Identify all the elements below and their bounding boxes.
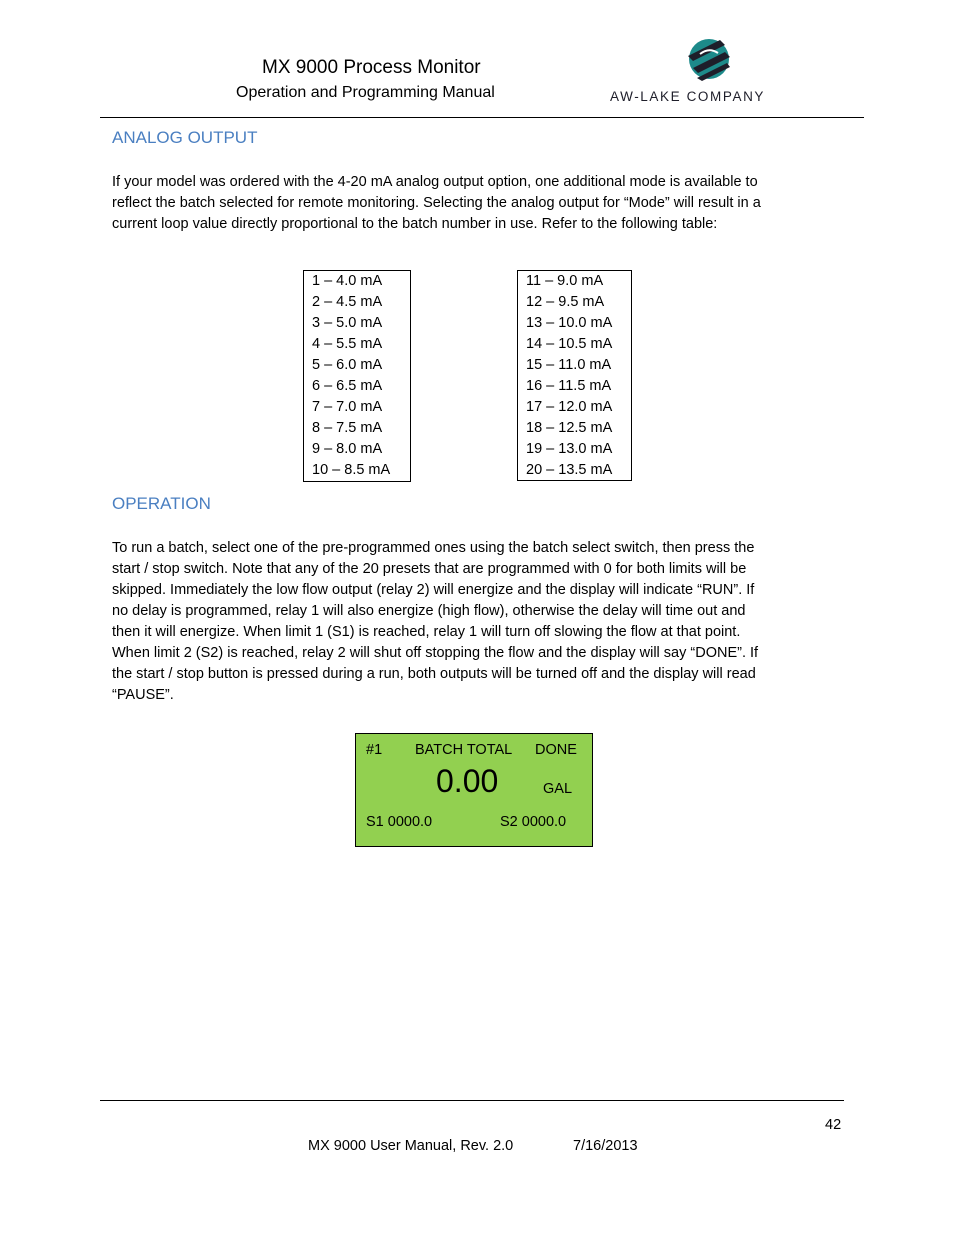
ma-table-row: 4 – 5.5 mA (312, 336, 383, 352)
ma-table-row: 8 – 7.5 mA (312, 420, 383, 436)
footer-document-name: MX 9000 User Manual, Rev. 2.0 (308, 1138, 514, 1154)
paragraph-line: reflect the batch selected for remote monitoring. Selecting the analog output for “Mode” will result in a (112, 195, 761, 211)
ma-table-row: 5 – 6.0 mA (312, 357, 383, 373)
ma-table-row: 13 – 10.0 mA (526, 315, 613, 331)
lcd-s2-limit: S2 0000.0 (500, 814, 567, 830)
company-logo-text: AW-LAKE COMPANY (610, 89, 766, 104)
paragraph-line: “PAUSE”. (112, 687, 174, 703)
document-subtitle: Operation and Programming Manual (236, 84, 495, 101)
ma-table-row: 1 – 4.0 mA (312, 273, 383, 289)
paragraph-line: no delay is programmed, relay 1 will also energize (high flow), otherwise the delay will time out and (112, 603, 746, 619)
lcd-display-illustration (355, 733, 593, 847)
ma-table-row: 12 – 9.5 mA (526, 294, 605, 310)
ma-table-row: 11 – 9.0 mA (526, 273, 604, 289)
lcd-s1-limit: S1 0000.0 (366, 814, 433, 830)
paragraph-line: start / stop switch. Note that any of the 20 presets that are programmed with 0 for both limits will be (112, 561, 747, 577)
ma-table-row: 20 – 13.5 mA (526, 462, 613, 478)
ma-table-row: 19 – 13.0 mA (526, 441, 613, 457)
header-divider (100, 117, 864, 118)
footer-date: 7/16/2013 (573, 1138, 638, 1154)
analog-output-paragraph (112, 172, 842, 235)
section-heading-operation: OPERATION (112, 494, 211, 513)
footer-divider (100, 1100, 844, 1101)
page-number: 42 (825, 1117, 842, 1133)
ma-table-row: 16 – 11.5 mA (526, 378, 612, 394)
section-heading-analog-output: ANALOG OUTPUT (112, 128, 258, 147)
paragraph-line: current loop value directly proportional to the batch number in use. Refer to the following table: (112, 216, 718, 232)
ma-table-row: 15 – 11.0 mA (526, 357, 612, 373)
aw-lake-swirl-logo-icon (680, 34, 738, 84)
ma-table-row: 2 – 4.5 mA (312, 294, 383, 310)
ma-table-row: 6 – 6.5 mA (312, 378, 383, 394)
lcd-label: BATCH TOTAL (415, 742, 513, 758)
ma-table-row: 17 – 12.0 mA (526, 399, 613, 415)
ma-table-row: 3 – 5.0 mA (312, 315, 383, 331)
ma-table-row: 9 – 8.0 mA (312, 441, 383, 457)
ma-table-row: 10 – 8.5 mA (312, 462, 391, 478)
ma-table-row: 14 – 10.5 mA (526, 336, 613, 352)
lcd-unit: GAL (543, 781, 573, 797)
ma-table-row: 7 – 7.0 mA (312, 399, 383, 415)
ma-table-batches-11-20 (517, 270, 632, 481)
paragraph-line: If your model was ordered with the 4-20 mA analog output option, one additional mode is available to (112, 174, 758, 190)
paragraph-line: When limit 2 (S2) is reached, relay 2 will shut off stopping the flow and the display will say “DONE”. If (112, 645, 759, 661)
lcd-batch-number: #1 (366, 742, 383, 758)
operation-paragraph (112, 538, 842, 706)
document-title: MX 9000 Process Monitor (262, 57, 481, 78)
paragraph-line: then it will energize. When limit 1 (S1) is reached, relay 1 will turn off slowing the flow at that point. (112, 624, 741, 640)
lcd-status: DONE (535, 742, 577, 758)
paragraph-line: skipped. Immediately the low flow output (relay 2) will energize and the display will indicate “RUN”. If (112, 582, 755, 598)
ma-table-row: 18 – 12.5 mA (526, 420, 613, 436)
ma-table-batches-1-10 (303, 270, 411, 482)
lcd-total-value: 0.00 (436, 763, 499, 799)
paragraph-line: To run a batch, select one of the pre-programmed ones using the batch select switch, then press the (112, 540, 755, 556)
paragraph-line: the start / stop button is pressed during a run, both outputs will be turned off and the display will read (112, 666, 756, 682)
